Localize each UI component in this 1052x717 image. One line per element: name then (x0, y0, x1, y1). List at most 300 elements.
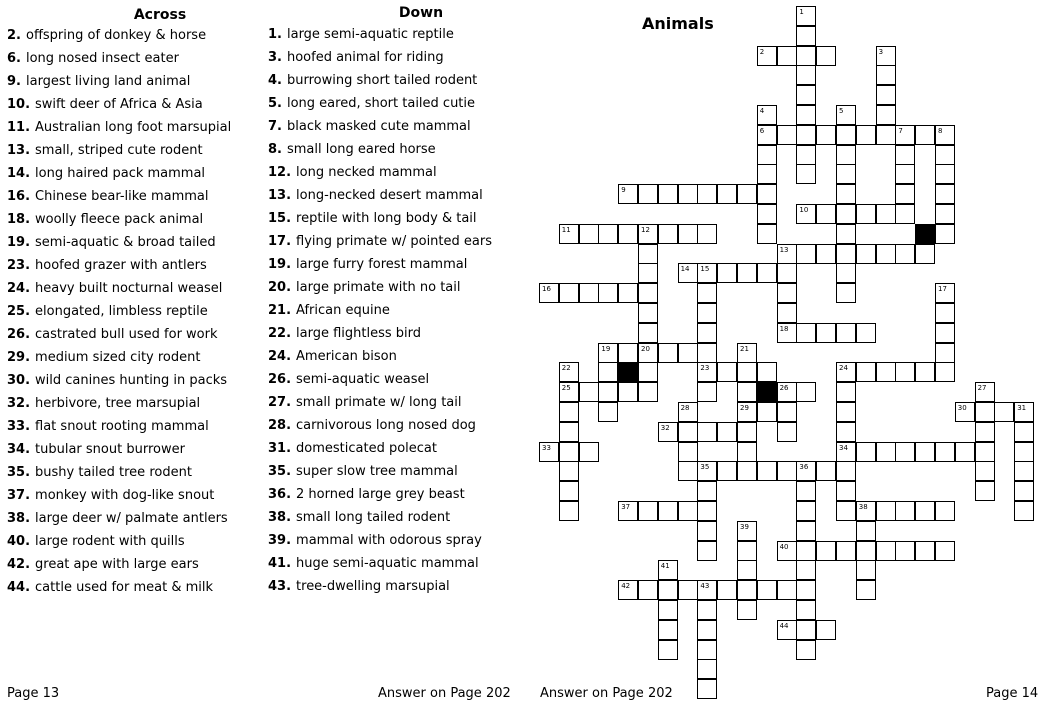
grid-cell[interactable] (678, 442, 698, 462)
grid-cell[interactable] (737, 442, 757, 462)
grid-cell[interactable] (876, 541, 896, 561)
grid-cell[interactable] (836, 204, 856, 224)
grid-cell[interactable] (658, 620, 678, 640)
grid-cell[interactable] (777, 461, 797, 481)
grid-cell[interactable] (895, 184, 915, 204)
grid-cell[interactable] (796, 461, 816, 481)
grid-cell[interactable] (796, 640, 816, 660)
cell-number: 10 (799, 206, 809, 214)
clue-number: 40. (7, 534, 31, 549)
clue-number: 28. (268, 418, 292, 433)
grid-cell[interactable] (598, 382, 618, 402)
grid-cell[interactable] (697, 620, 717, 640)
grid-cell[interactable] (598, 283, 618, 303)
grid-cell[interactable] (796, 46, 816, 66)
grid-cell[interactable] (618, 283, 638, 303)
grid-cell[interactable] (678, 184, 698, 204)
grid-cell[interactable] (1014, 442, 1034, 462)
clue-number: 39. (268, 533, 292, 548)
grid-cell[interactable] (559, 283, 579, 303)
cell-number: 32 (660, 423, 670, 432)
grid-cell[interactable] (796, 6, 816, 26)
grid-cell[interactable] (796, 145, 816, 165)
grid-cell[interactable] (836, 501, 856, 521)
grid-cell[interactable] (935, 501, 955, 521)
grid-cell[interactable] (796, 26, 816, 46)
grid-cell[interactable] (717, 362, 737, 382)
clue-text: American bison (296, 349, 397, 364)
grid-cell[interactable] (697, 580, 717, 600)
grid-cell[interactable] (796, 85, 816, 105)
grid-cell[interactable] (777, 382, 797, 402)
grid-cell[interactable] (796, 521, 816, 541)
grid-cell[interactable] (737, 422, 757, 442)
grid-cell[interactable] (777, 46, 797, 66)
grid-cell[interactable] (618, 184, 638, 204)
grid-cell[interactable] (757, 145, 777, 165)
clue-number: 7. (268, 119, 282, 134)
grid-cell[interactable] (559, 501, 579, 521)
clue-text: large rodent with quills (35, 534, 185, 549)
grid-cell[interactable] (757, 105, 777, 125)
grid-cell[interactable] (856, 580, 876, 600)
grid-cell[interactable] (935, 283, 955, 303)
clue-text: herbivore, tree marsupial (35, 396, 201, 411)
grid-cell[interactable] (777, 580, 797, 600)
grid-cell[interactable] (559, 382, 579, 402)
grid-cell[interactable] (638, 283, 658, 303)
clue-text: tree-dwelling marsupial (296, 579, 450, 594)
page-number-left: Page 13 (7, 686, 60, 701)
clue-number: 18. (7, 212, 31, 227)
grid-cell[interactable] (836, 184, 856, 204)
grid-cell[interactable] (559, 481, 579, 501)
grid-cell[interactable] (836, 541, 856, 561)
grid-cell[interactable] (836, 323, 856, 343)
grid-cell[interactable] (737, 600, 757, 620)
black-square (915, 224, 935, 244)
cell-number: 17 (938, 285, 947, 294)
grid-cell[interactable] (895, 244, 915, 264)
grid-cell[interactable] (697, 541, 717, 561)
grid-cell[interactable] (697, 659, 717, 679)
grid-cell[interactable] (777, 402, 797, 422)
grid-cell[interactable] (836, 105, 856, 125)
clue-number: 10. (7, 97, 31, 112)
grid-cell[interactable] (935, 323, 955, 343)
grid-cell[interactable] (856, 541, 876, 561)
grid-cell[interactable] (876, 362, 896, 382)
grid-cell[interactable] (836, 402, 856, 422)
grid-cell[interactable] (836, 461, 856, 481)
grid-cell[interactable] (1014, 461, 1034, 481)
cell-number: 34 (839, 443, 848, 452)
grid-cell[interactable] (697, 501, 717, 521)
clue-number: 25. (7, 304, 31, 319)
grid-cell[interactable] (737, 343, 757, 363)
clue-number: 19. (268, 257, 292, 272)
grid-cell[interactable] (559, 402, 579, 422)
grid-cell[interactable] (697, 422, 717, 442)
grid-cell[interactable] (697, 362, 717, 382)
grid-cell[interactable] (836, 283, 856, 303)
grid-cell[interactable] (678, 461, 698, 481)
grid-cell[interactable] (618, 501, 638, 521)
grid-cell[interactable] (915, 501, 935, 521)
grid-cell[interactable] (579, 382, 599, 402)
grid-cell[interactable] (836, 481, 856, 501)
grid-cell[interactable] (777, 323, 797, 343)
grid-cell[interactable] (796, 125, 816, 145)
grid-cell[interactable] (658, 224, 678, 244)
grid-cell[interactable] (717, 580, 737, 600)
clue-number: 43. (268, 579, 292, 594)
grid-cell[interactable] (598, 224, 618, 244)
grid-cell[interactable] (935, 204, 955, 224)
grid-cell[interactable] (935, 125, 955, 145)
grid-cell[interactable] (777, 244, 797, 264)
grid-cell[interactable] (816, 541, 836, 561)
clue-number: 26. (268, 372, 292, 387)
grid-cell[interactable] (816, 461, 836, 481)
grid-cell[interactable] (935, 184, 955, 204)
grid-cell[interactable] (935, 541, 955, 561)
grid-cell[interactable] (796, 481, 816, 501)
grid-cell[interactable] (816, 620, 836, 640)
grid-cell[interactable] (737, 521, 757, 541)
grid-cell[interactable] (895, 501, 915, 521)
grid-cell[interactable] (975, 382, 995, 402)
grid-cell[interactable] (836, 125, 856, 145)
grid-cell[interactable] (658, 501, 678, 521)
grid-cell[interactable] (757, 461, 777, 481)
grid-cell[interactable] (598, 402, 618, 422)
grid-cell[interactable] (579, 442, 599, 462)
grid-cell[interactable] (1014, 422, 1034, 442)
grid-cell[interactable] (638, 343, 658, 363)
cell-number: 42 (621, 582, 631, 591)
cell-number: 44 (779, 621, 789, 630)
grid-cell[interactable] (796, 323, 816, 343)
grid-cell[interactable] (856, 442, 876, 462)
grid-cell[interactable] (618, 343, 638, 363)
grid-cell[interactable] (678, 402, 698, 422)
clue-text: bushy tailed tree rodent (35, 465, 192, 480)
grid-cell[interactable] (559, 224, 579, 244)
clue-text: offspring of donkey & horse (25, 28, 207, 43)
grid-cell[interactable] (638, 580, 658, 600)
clue-number: 38. (7, 511, 31, 526)
grid-cell[interactable] (895, 204, 915, 224)
grid-cell[interactable] (539, 283, 559, 303)
grid-cell[interactable] (975, 481, 995, 501)
grid-cell[interactable] (935, 362, 955, 382)
grid-cell[interactable] (697, 521, 717, 541)
grid-cell[interactable] (658, 422, 678, 442)
grid-cell[interactable] (856, 244, 876, 264)
grid-cell[interactable] (658, 343, 678, 363)
clue-text: large furry forest mammal (296, 257, 468, 272)
cell-number: 30 (957, 404, 967, 412)
grid-cell[interactable] (777, 620, 797, 640)
cell-number: 4 (759, 107, 765, 115)
clue-text: semi-aquatic & broad tailed (35, 235, 216, 250)
clue-text: swift deer of Africa & Asia (35, 97, 203, 112)
grid-cell[interactable] (638, 184, 658, 204)
grid-cell[interactable] (737, 263, 757, 283)
grid-cell[interactable] (678, 224, 698, 244)
grid-cell[interactable] (717, 422, 737, 442)
grid-cell[interactable] (935, 343, 955, 363)
grid-cell[interactable] (796, 580, 816, 600)
grid-cell[interactable] (658, 560, 678, 580)
grid-cell[interactable] (777, 125, 797, 145)
grid-cell[interactable] (915, 244, 935, 264)
grid-cell[interactable] (559, 422, 579, 442)
grid-cell[interactable] (678, 580, 698, 600)
grid-cell[interactable] (737, 461, 757, 481)
grid-cell[interactable] (638, 263, 658, 283)
clue-text: hoofed grazer with antlers (35, 258, 207, 273)
grid-cell[interactable] (697, 224, 717, 244)
grid-cell[interactable] (876, 65, 896, 85)
clue-number: 32. (7, 396, 31, 411)
grid-cell[interactable] (658, 184, 678, 204)
grid-cell[interactable] (737, 560, 757, 580)
clue-number: 19. (7, 235, 31, 250)
grid-cell[interactable] (737, 402, 757, 422)
grid-cell[interactable] (915, 442, 935, 462)
grid-cell[interactable] (796, 204, 816, 224)
grid-cell[interactable] (915, 125, 935, 145)
grid-cell[interactable] (737, 362, 757, 382)
grid-cell[interactable] (975, 402, 995, 422)
grid-cell[interactable] (777, 422, 797, 442)
grid-cell[interactable] (658, 580, 678, 600)
grid-cell[interactable] (737, 541, 757, 561)
grid-cell[interactable] (856, 204, 876, 224)
clue-text: domesticated polecat (296, 441, 437, 456)
grid-cell[interactable] (796, 501, 816, 521)
grid-cell[interactable] (559, 442, 579, 462)
grid-cell[interactable] (796, 244, 816, 264)
grid-cell[interactable] (777, 541, 797, 561)
grid-cell[interactable] (678, 343, 698, 363)
grid-cell[interactable] (697, 461, 717, 481)
grid-cell[interactable] (836, 442, 856, 462)
grid-cell[interactable] (975, 461, 995, 481)
grid-cell[interactable] (658, 600, 678, 620)
grid-cell[interactable] (876, 442, 896, 462)
grid-cell[interactable] (638, 382, 658, 402)
clue-number: 15. (268, 211, 292, 226)
grid-cell[interactable] (539, 442, 559, 462)
grid-cell[interactable] (658, 640, 678, 660)
grid-cell[interactable] (796, 65, 816, 85)
grid-cell[interactable] (678, 422, 698, 442)
grid-cell[interactable] (836, 145, 856, 165)
grid-cell[interactable] (697, 679, 717, 699)
grid-cell[interactable] (895, 442, 915, 462)
grid-cell[interactable] (816, 204, 836, 224)
grid-cell[interactable] (737, 184, 757, 204)
clue-number: 6. (7, 51, 21, 66)
grid-cell[interactable] (796, 164, 816, 184)
clue-text: super slow tree mammal (296, 464, 458, 479)
grid-cell[interactable] (816, 125, 836, 145)
grid-cell[interactable] (856, 501, 876, 521)
grid-cell[interactable] (697, 303, 717, 323)
black-square (757, 382, 777, 402)
grid-cell[interactable] (796, 541, 816, 561)
grid-cell[interactable] (638, 362, 658, 382)
grid-cell[interactable] (757, 46, 777, 66)
grid-cell[interactable] (757, 125, 777, 145)
grid-cell[interactable] (836, 422, 856, 442)
grid-cell[interactable] (717, 263, 737, 283)
grid-cell[interactable] (816, 323, 836, 343)
grid-cell[interactable] (697, 184, 717, 204)
grid-cell[interactable] (697, 283, 717, 303)
grid-cell[interactable] (856, 521, 876, 541)
grid-cell[interactable] (955, 402, 975, 422)
grid-cell[interactable] (717, 184, 737, 204)
grid-cell[interactable] (856, 323, 876, 343)
grid-cell[interactable] (777, 263, 797, 283)
grid-cell[interactable] (975, 442, 995, 462)
grid-cell[interactable] (638, 303, 658, 323)
grid-cell[interactable] (697, 323, 717, 343)
grid-cell[interactable] (895, 164, 915, 184)
grid-cell[interactable] (697, 600, 717, 620)
grid-cell[interactable] (757, 362, 777, 382)
clue-text: huge semi-aquatic mammal (296, 556, 479, 571)
grid-cell[interactable] (678, 263, 698, 283)
grid-cell[interactable] (757, 580, 777, 600)
grid-cell[interactable] (935, 145, 955, 165)
cell-number: 33 (542, 443, 551, 452)
grid-cell[interactable] (1014, 501, 1034, 521)
grid-cell[interactable] (935, 224, 955, 244)
grid-cell[interactable] (915, 541, 935, 561)
grid-cell[interactable] (836, 224, 856, 244)
grid-cell[interactable] (796, 105, 816, 125)
grid-cell[interactable] (876, 501, 896, 521)
grid-cell[interactable] (559, 362, 579, 382)
grid-cell[interactable] (697, 263, 717, 283)
grid-cell[interactable] (598, 362, 618, 382)
clue-text: small primate w/ long tail (296, 395, 462, 410)
grid-cell[interactable] (618, 224, 638, 244)
grid-cell[interactable] (618, 382, 638, 402)
grid-cell[interactable] (638, 323, 658, 343)
clue-text: reptile with long body & tail (296, 211, 477, 226)
grid-cell[interactable] (856, 560, 876, 580)
clue-number: 1. (268, 27, 282, 42)
grid-cell[interactable] (895, 125, 915, 145)
grid-cell[interactable] (816, 244, 836, 264)
grid-cell[interactable] (638, 501, 658, 521)
grid-cell[interactable] (697, 343, 717, 363)
grid-cell[interactable] (955, 442, 975, 462)
grid-cell[interactable] (796, 560, 816, 580)
grid-cell[interactable] (836, 244, 856, 264)
grid-cell[interactable] (697, 481, 717, 501)
grid-cell[interactable] (777, 283, 797, 303)
grid-cell[interactable] (895, 541, 915, 561)
grid-cell[interactable] (757, 164, 777, 184)
clue-text: small long tailed rodent (296, 510, 451, 525)
grid-cell[interactable] (618, 580, 638, 600)
grid-cell[interactable] (895, 362, 915, 382)
grid-cell[interactable] (935, 303, 955, 323)
clue-text: monkey with dog-like snout (35, 488, 215, 503)
grid-cell[interactable] (757, 224, 777, 244)
grid-cell[interactable] (876, 105, 896, 125)
grid-cell[interactable] (757, 263, 777, 283)
grid-cell[interactable] (876, 244, 896, 264)
grid-cell[interactable] (559, 461, 579, 481)
clue-text: 2 horned large grey beast (296, 487, 465, 502)
puzzle-title: Animals (642, 14, 714, 33)
grid-cell[interactable] (994, 402, 1014, 422)
grid-cell[interactable] (796, 620, 816, 640)
grid-cell[interactable] (777, 303, 797, 323)
grid-cell[interactable] (876, 46, 896, 66)
grid-cell[interactable] (856, 362, 876, 382)
grid-cell[interactable] (836, 263, 856, 283)
grid-cell[interactable] (1014, 481, 1034, 501)
grid-cell[interactable] (876, 125, 896, 145)
grid-cell[interactable] (876, 85, 896, 105)
grid-cell[interactable] (697, 382, 717, 402)
grid-cell[interactable] (717, 461, 737, 481)
grid-cell[interactable] (915, 362, 935, 382)
grid-cell[interactable] (975, 422, 995, 442)
grid-cell[interactable] (579, 283, 599, 303)
grid-cell[interactable] (697, 640, 717, 660)
clue-text: burrowing short tailed rodent (286, 73, 478, 88)
grid-cell[interactable] (836, 382, 856, 402)
grid-cell[interactable] (796, 600, 816, 620)
grid-cell[interactable] (757, 402, 777, 422)
clue-number: 30. (7, 373, 31, 388)
cell-number: 25 (561, 384, 571, 393)
grid-cell[interactable] (836, 362, 856, 382)
grid-cell[interactable] (678, 501, 698, 521)
clue-text: castrated bull used for work (35, 327, 218, 342)
grid-cell[interactable] (935, 442, 955, 462)
grid-cell[interactable] (876, 204, 896, 224)
grid-cell[interactable] (757, 184, 777, 204)
grid-cell[interactable] (895, 145, 915, 165)
grid-cell[interactable] (856, 125, 876, 145)
grid-cell[interactable] (836, 164, 856, 184)
grid-cell[interactable] (737, 382, 757, 402)
grid-cell[interactable] (737, 580, 757, 600)
clue-text: elongated, limbless reptile (35, 304, 208, 319)
grid-cell[interactable] (598, 343, 618, 363)
grid-cell[interactable] (579, 224, 599, 244)
clue-text: long necked mammal (296, 165, 437, 180)
grid-cell[interactable] (757, 204, 777, 224)
grid-cell[interactable] (638, 224, 658, 244)
grid-cell[interactable] (796, 382, 816, 402)
grid-cell[interactable] (1014, 402, 1034, 422)
grid-cell[interactable] (816, 46, 836, 66)
grid-cell[interactable] (935, 164, 955, 184)
grid-cell[interactable] (638, 244, 658, 264)
